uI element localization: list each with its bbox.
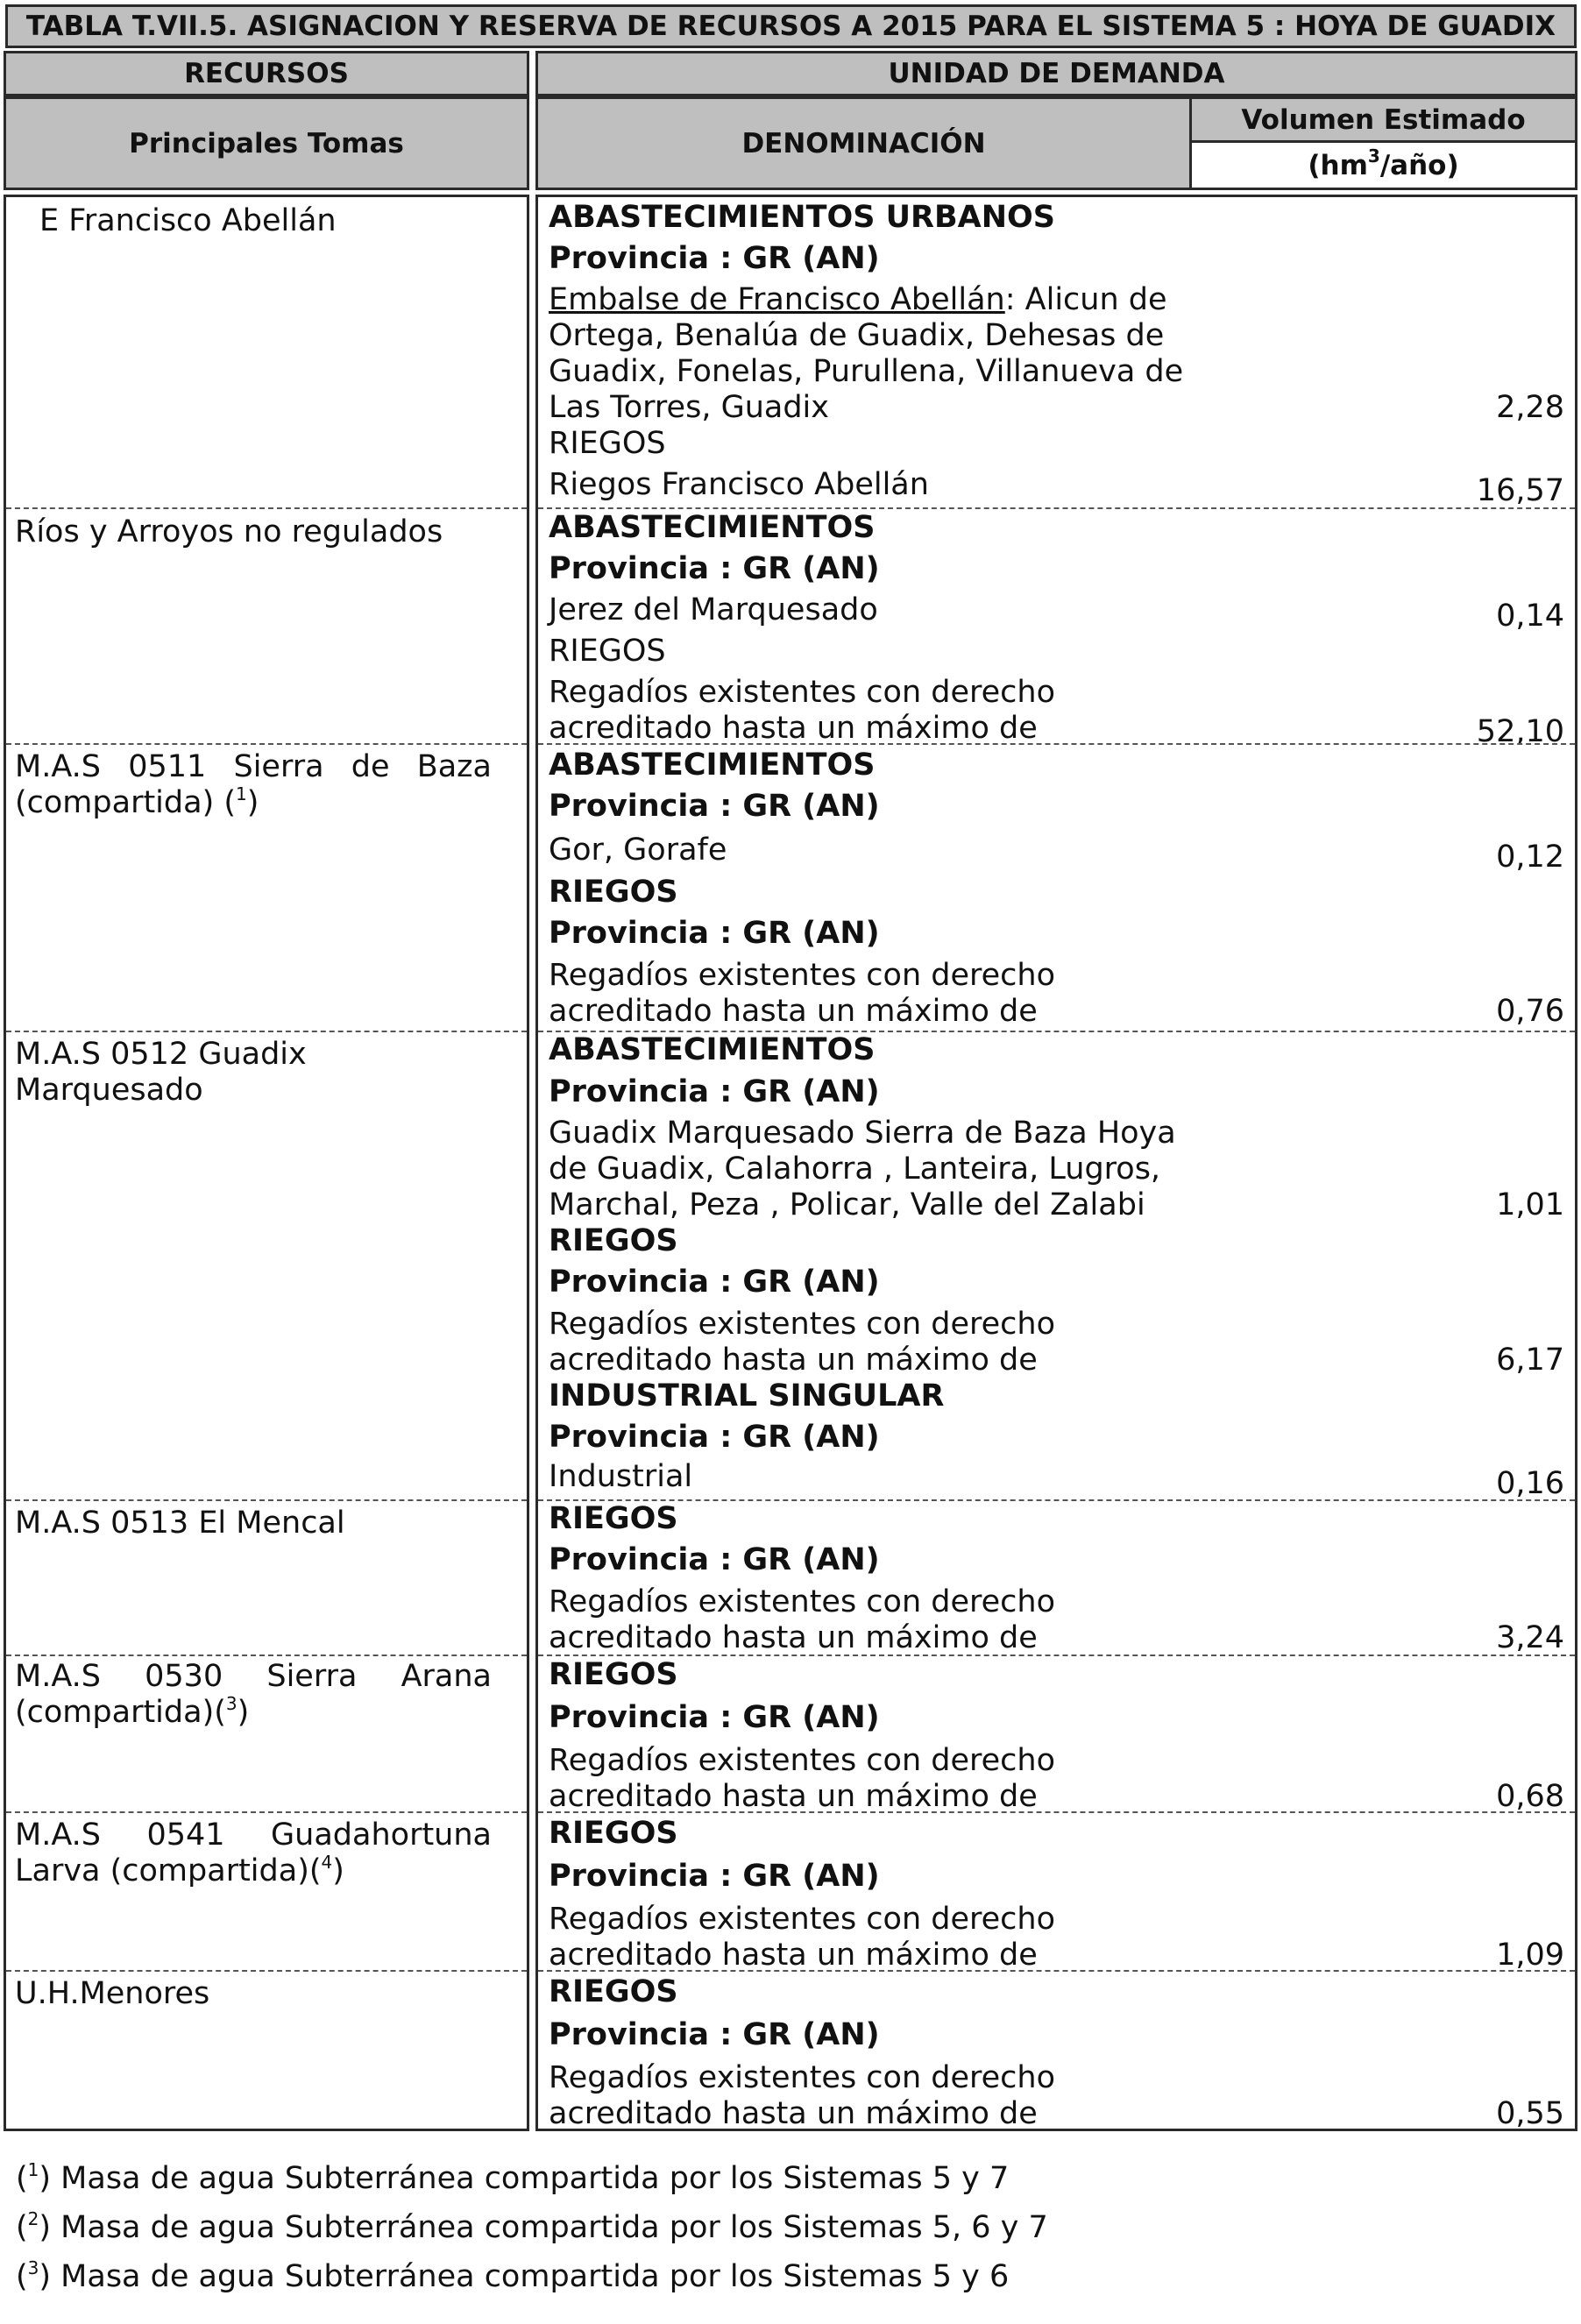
row-divider bbox=[538, 1499, 1575, 1501]
demand-heading: INDUSTRIAL SINGULAR bbox=[549, 1378, 945, 1414]
volume-value: 6,17 bbox=[1496, 1343, 1564, 1378]
row-divider bbox=[538, 743, 1575, 745]
header-recursos: RECURSOS bbox=[4, 51, 529, 96]
row-divider bbox=[6, 743, 527, 745]
row-divider bbox=[538, 507, 1575, 509]
demand-text: acreditado hasta un máximo de bbox=[549, 1779, 1038, 1814]
footnote: ($^1$) Masa de agua Subterránea compartida por los Sistemas 5 y 7 bbox=[16, 2159, 1010, 2196]
resource-cell: M.A.S 0511 Sierra de Baza (compartida) ($^1$) bbox=[15, 749, 492, 820]
province-label: Provincia : GR (AN) bbox=[549, 241, 880, 276]
demand-text: acreditado hasta un máximo de bbox=[549, 711, 1038, 746]
volume-value: 0,76 bbox=[1496, 994, 1564, 1029]
demand-text: Embalse de Francisco Abellán: Alicun de bbox=[549, 282, 1167, 317]
province-label: Provincia : GR (AN) bbox=[549, 1700, 880, 1735]
demand-text: de Guadix, Calahorra , Lanteira, Lugros, bbox=[549, 1151, 1161, 1187]
resource-cell: M.A.S 0512 Guadix Marquesado bbox=[15, 1037, 307, 1108]
resource-cell: Ríos y Arroyos no regulados bbox=[15, 514, 443, 549]
province-label: Provincia : GR (AN) bbox=[549, 916, 880, 951]
row-divider bbox=[6, 1970, 527, 1972]
resource-cell: M.A.S 0513 El Mencal bbox=[15, 1506, 345, 1541]
footnote: ($^3$) Masa de agua Subterránea compartida por los Sistemas 5 y 6 bbox=[16, 2257, 1010, 2294]
header-denominacion: DENOMINACIÓN bbox=[535, 96, 1192, 190]
volume-value: 1,01 bbox=[1496, 1187, 1564, 1222]
demand-text: Marchal, Peza , Policar, Valle del Zalabi bbox=[549, 1187, 1145, 1222]
resource-cell: U.H.Menores bbox=[15, 1976, 210, 2011]
volume-value: 2,28 bbox=[1496, 390, 1564, 425]
row-divider bbox=[6, 1811, 527, 1813]
demand-text: acreditado hasta un máximo de bbox=[549, 2096, 1038, 2131]
resources-column bbox=[4, 195, 529, 2131]
demand-text: Regadíos existentes con derecho bbox=[549, 1743, 1056, 1778]
volume-value: 3,24 bbox=[1496, 1620, 1564, 1655]
demand-heading: RIEGOS bbox=[549, 875, 678, 910]
demand-text: Guadix Marquesado Sierra de Baza Hoya bbox=[549, 1116, 1176, 1151]
demand-text: Guadix, Fonelas, Purullena, Villanueva de bbox=[549, 354, 1184, 389]
demand-text: acreditado hasta un máximo de bbox=[549, 1343, 1038, 1378]
demand-text: Riegos Francisco Abellán bbox=[549, 467, 929, 502]
demand-text: Regadíos existentes con derecho bbox=[549, 675, 1056, 710]
volume-value: 0,16 bbox=[1496, 1466, 1564, 1501]
table-title: TABLA T.VII.5. ASIGNACION Y RESERVA DE RECURSOS A 2015 PARA EL SISTEMA 5 : HOYA DE GUADIX bbox=[5, 4, 1577, 48]
footnote: ($^2$) Masa de agua Subterránea compartida por los Sistemas 5, 6 y 7 bbox=[16, 2208, 1048, 2245]
demand-heading: RIEGOS bbox=[549, 634, 666, 669]
demand-text: Ortega, Benalúa de Guadix, Dehesas de bbox=[549, 318, 1165, 353]
header-volumen-estimado: Volumen Estimado bbox=[1189, 96, 1577, 143]
resource-cell: M.A.S 0530 Sierra Arana (compartida)($^3$) bbox=[15, 1659, 492, 1730]
demand-text: acreditado hasta un máximo de bbox=[549, 1620, 1038, 1655]
volume-value: 1,09 bbox=[1496, 1938, 1564, 1973]
row-divider bbox=[6, 1654, 527, 1656]
demand-text: Gor, Gorafe bbox=[549, 833, 727, 868]
demand-text: acreditado hasta un máximo de bbox=[549, 1938, 1038, 1973]
province-label: Provincia : GR (AN) bbox=[549, 1542, 880, 1577]
demand-text: Industrial bbox=[549, 1459, 693, 1494]
demand-heading: RIEGOS bbox=[549, 1974, 678, 2009]
demand-heading: RIEGOS bbox=[549, 1816, 678, 1851]
volume-value: 52,10 bbox=[1476, 714, 1564, 749]
demand-heading: RIEGOS bbox=[549, 426, 666, 461]
volume-value: 0,12 bbox=[1496, 840, 1564, 875]
demand-heading: ABASTECIMIENTOS bbox=[549, 510, 876, 545]
demand-heading: ABASTECIMIENTOS bbox=[549, 1032, 876, 1067]
province-label: Provincia : GR (AN) bbox=[549, 551, 880, 586]
province-label: Provincia : GR (AN) bbox=[549, 1074, 880, 1109]
demand-text: Regadíos existentes con derecho bbox=[549, 1307, 1056, 1342]
resource-cell: M.A.S 0541 Guadahortuna Larva (compartida)($^4$) bbox=[15, 1817, 492, 1888]
volume-value: 16,57 bbox=[1476, 473, 1564, 508]
header-unidad-demanda: UNIDAD DE DEMANDA bbox=[535, 51, 1577, 96]
volume-value: 0,14 bbox=[1496, 599, 1564, 634]
demand-heading: ABASTECIMIENTOS bbox=[549, 748, 876, 783]
header-principales-tomas: Principales Tomas bbox=[4, 96, 529, 190]
row-divider bbox=[538, 1654, 1575, 1656]
demand-heading: ABASTECIMIENTOS URBANOS bbox=[549, 200, 1056, 235]
demand-text: acreditado hasta un máximo de bbox=[549, 994, 1038, 1029]
province-label: Provincia : GR (AN) bbox=[549, 1420, 880, 1455]
row-divider bbox=[538, 1970, 1575, 1972]
province-label: Provincia : GR (AN) bbox=[549, 789, 880, 824]
row-divider bbox=[6, 507, 527, 509]
demand-text: Las Torres, Guadix bbox=[549, 390, 829, 425]
demand-column bbox=[535, 195, 1577, 2131]
demand-heading: RIEGOS bbox=[549, 1657, 678, 1692]
resource-cell: E Francisco Abellán bbox=[39, 203, 337, 238]
demand-heading: RIEGOS bbox=[549, 1501, 678, 1536]
volume-value: 0,55 bbox=[1496, 2096, 1564, 2131]
province-label: Provincia : GR (AN) bbox=[549, 2017, 880, 2052]
header-unit: $(hm^3/año)$ bbox=[1189, 140, 1577, 190]
demand-text: Regadíos existentes con derecho bbox=[549, 958, 1056, 993]
volume-value: 0,68 bbox=[1496, 1779, 1564, 1814]
demand-text: Regadíos existentes con derecho bbox=[549, 2060, 1056, 2095]
demand-text: Regadíos existentes con derecho bbox=[549, 1584, 1056, 1619]
row-divider bbox=[6, 1031, 527, 1032]
row-divider bbox=[6, 1499, 527, 1501]
province-label: Provincia : GR (AN) bbox=[549, 1859, 880, 1894]
demand-heading: RIEGOS bbox=[549, 1223, 678, 1258]
province-label: Provincia : GR (AN) bbox=[549, 1265, 880, 1300]
row-divider bbox=[538, 1811, 1575, 1813]
demand-text: Jerez del Marquesado bbox=[549, 592, 878, 627]
demand-text: Regadíos existentes con derecho bbox=[549, 1902, 1056, 1937]
